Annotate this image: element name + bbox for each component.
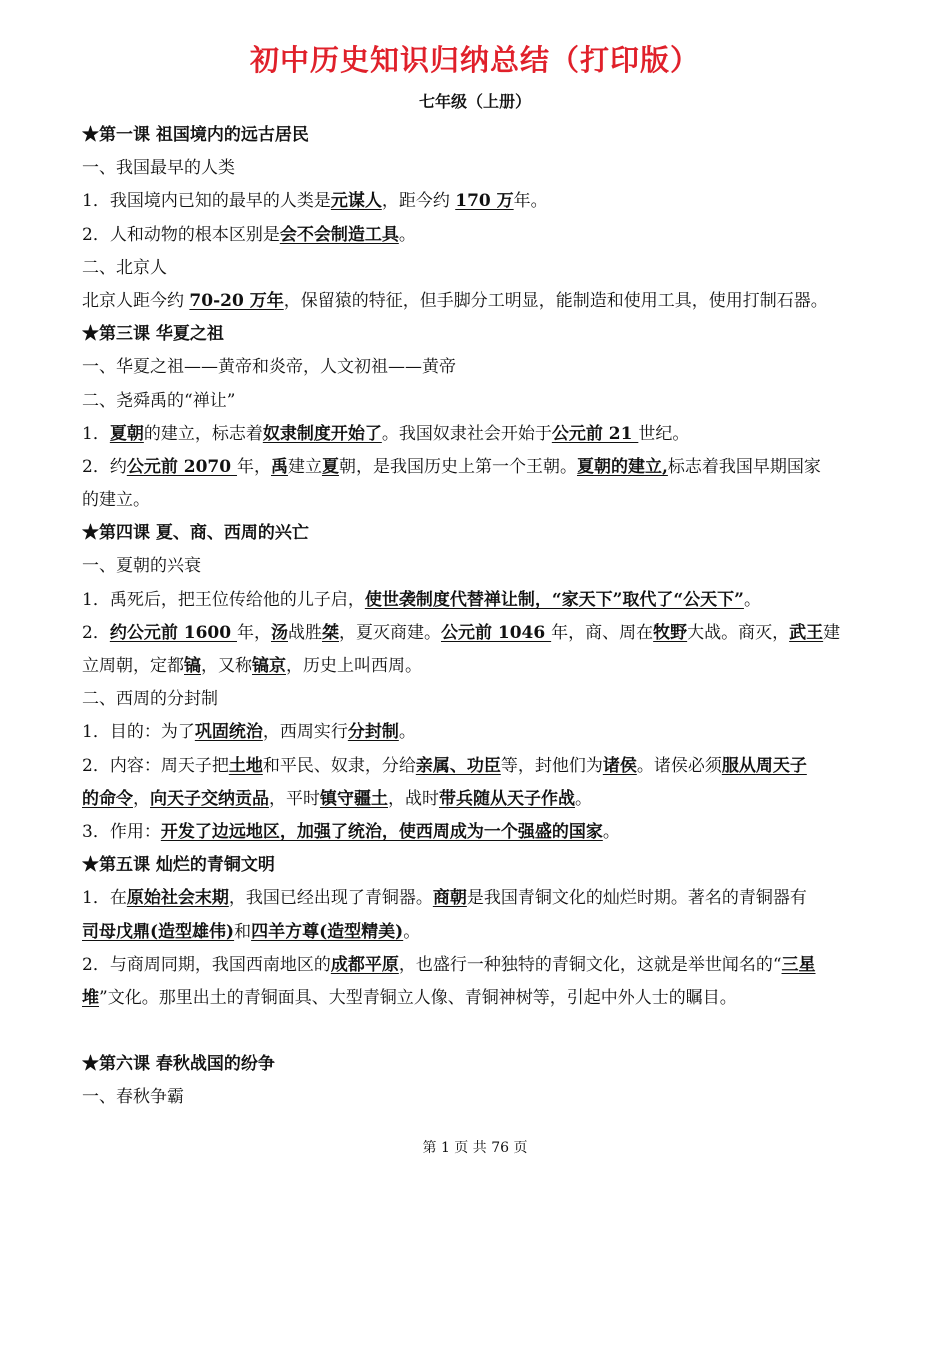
text-segment: 。我国奴隶社会开始于 bbox=[381, 423, 552, 444]
text-segment: 一、夏朝的兴衰 bbox=[82, 556, 201, 577]
key-term: 商朝 bbox=[432, 888, 467, 909]
text-segment: 。 bbox=[602, 821, 620, 842]
text-segment: 立周朝，定都 bbox=[82, 656, 184, 676]
key-term: 约公元前 1600 bbox=[109, 622, 237, 643]
lesson-heading: ★第三课 华夏之祖 bbox=[82, 324, 224, 345]
text-segment: 2．人和动物的根本区别是 bbox=[82, 224, 280, 245]
text-segment: 。 bbox=[398, 722, 416, 743]
key-term: 禹 bbox=[270, 456, 288, 477]
text-segment: 的建立，标志着 bbox=[143, 423, 263, 444]
text-line bbox=[82, 285, 828, 318]
key-term: 镐 bbox=[184, 656, 201, 676]
text-segment: 年，商、周在 bbox=[551, 622, 654, 643]
text-line bbox=[82, 683, 822, 716]
text-segment: ，又称 bbox=[201, 656, 252, 676]
text-segment: 二、西周的分封制 bbox=[82, 689, 218, 710]
text-segment: ，战时 bbox=[388, 788, 439, 809]
text-line bbox=[82, 385, 822, 418]
lesson-heading: ★第四课 夏、商、西周的兴亡 bbox=[82, 523, 309, 544]
text-line bbox=[82, 949, 822, 982]
key-term: 公元前 1046 bbox=[440, 622, 552, 643]
document-title: 初中历史知识归纳总结（打印版） bbox=[249, 43, 700, 77]
key-term: 司母戊鼎(造型雄伟) bbox=[82, 921, 235, 942]
key-term: 服从周天子 bbox=[721, 755, 807, 776]
key-term: 夏 bbox=[321, 456, 339, 477]
text-line bbox=[82, 982, 822, 1015]
text-line bbox=[82, 584, 822, 617]
text-line bbox=[82, 849, 822, 882]
text-segment: 。 bbox=[575, 788, 592, 809]
key-term: 分封制 bbox=[347, 722, 399, 743]
text-segment: 建立 bbox=[287, 456, 322, 477]
text-segment: 标志着我国早期国家 bbox=[667, 456, 821, 477]
text-segment: 朝，是我国历史上第一个王朝。 bbox=[338, 456, 577, 477]
text-segment: 2．与商周同期，我国西南地区的 bbox=[82, 954, 331, 975]
text-segment: 1．禹死后，把王位传给他的儿子启， bbox=[82, 589, 365, 610]
text-segment: 战胜 bbox=[287, 622, 322, 643]
text-segment: ，距今约 bbox=[381, 191, 456, 212]
text-segment: 是我国青铜文化的灿烂时期。著名的青铜器有 bbox=[466, 888, 807, 909]
text-segment: 一、华夏之祖——黄帝和炎帝，人文初祖——黄帝 bbox=[82, 357, 456, 378]
text-segment: 年， bbox=[236, 456, 271, 477]
text-segment: 。 bbox=[403, 921, 421, 942]
key-term: 牧野 bbox=[653, 622, 688, 643]
key-term: 巩固统治 bbox=[194, 722, 263, 743]
key-term: 会不会制造工具 bbox=[279, 224, 399, 245]
text-segment: 一、春秋争霸 bbox=[82, 1087, 184, 1108]
text-segment: 和 bbox=[234, 921, 252, 942]
text-line bbox=[82, 816, 822, 849]
text-segment: 1．目的：为了 bbox=[82, 722, 195, 743]
text-line bbox=[82, 783, 822, 816]
key-term: 诸侯 bbox=[602, 755, 637, 776]
text-segment: 北京人距今约 bbox=[82, 290, 190, 311]
key-term: 镇守疆土 bbox=[320, 788, 388, 809]
key-term: 汤 bbox=[270, 622, 288, 643]
key-term: 向天子交纳贡品 bbox=[150, 788, 269, 809]
document-subtitle: 七年级（上册） bbox=[418, 92, 531, 111]
text-line bbox=[82, 650, 822, 683]
blank-line bbox=[82, 1015, 822, 1048]
text-line bbox=[82, 351, 822, 384]
text-line bbox=[82, 185, 822, 218]
text-segment: 建 bbox=[823, 622, 841, 643]
key-term: 夏朝 bbox=[109, 423, 144, 444]
text-segment: 大战。商灭， bbox=[687, 622, 790, 643]
text-segment: 世纪。 bbox=[638, 423, 690, 444]
text-segment: 1．我国境内已知的最早的人类是 bbox=[82, 191, 331, 212]
key-term: 三星 bbox=[781, 954, 816, 975]
text-segment: ，也盛行一种独特的青铜文化，这就是举世闻名的“ bbox=[398, 954, 782, 975]
text-segment: ，夏灭商建。 bbox=[338, 622, 441, 643]
text-segment: 二、尧舜禹的“禅让” bbox=[82, 390, 236, 411]
key-term: 土地 bbox=[228, 755, 263, 776]
text-line bbox=[82, 119, 822, 152]
key-term: 带兵随从天子作战 bbox=[439, 788, 575, 809]
text-segment: 的建立。 bbox=[82, 490, 150, 511]
key-term: 的命令 bbox=[82, 788, 133, 809]
text-segment: ”文化。那里出土的青铜面具、大型青铜立人像、青铜神树等，引起中外人士的瞩目。 bbox=[99, 987, 737, 1008]
text-segment: ，历史上叫西周。 bbox=[286, 656, 422, 676]
text-segment: 2．内容：周天子把 bbox=[82, 755, 229, 776]
text-line bbox=[82, 318, 822, 351]
text-line bbox=[82, 517, 822, 550]
text-segment: 1．在 bbox=[82, 888, 127, 909]
text-segment: 2．约 bbox=[82, 456, 127, 477]
text-line bbox=[82, 882, 822, 915]
key-term: 桀 bbox=[321, 622, 339, 643]
key-term: 70-20 万年 bbox=[189, 290, 284, 311]
key-term: 夏朝的建立, bbox=[576, 456, 668, 477]
key-term: 原始社会末期 bbox=[126, 888, 229, 909]
text-line bbox=[82, 219, 822, 252]
text-line bbox=[82, 716, 822, 749]
key-term: 镐京 bbox=[252, 656, 286, 676]
text-segment: 。诸侯必须 bbox=[636, 755, 722, 776]
text-line bbox=[82, 916, 822, 949]
text-segment: 3．作用： bbox=[82, 821, 161, 842]
text-line bbox=[82, 1048, 822, 1081]
text-line bbox=[82, 750, 822, 783]
text-line bbox=[82, 252, 822, 285]
key-term: 奴隶制度开始了 bbox=[262, 423, 382, 444]
text-line bbox=[82, 152, 822, 185]
key-term: 开发了边远地区，加强了统治，使西周成为一个强盛的国家 bbox=[160, 821, 603, 842]
key-term: 170 万 bbox=[455, 191, 514, 212]
text-segment: 等，封他们为 bbox=[500, 755, 603, 776]
text-segment: ，平时 bbox=[269, 788, 320, 809]
lesson-heading: ★第五课 灿烂的青铜文明 bbox=[82, 855, 275, 876]
text-segment: 一、我国最早的人类 bbox=[82, 158, 235, 179]
text-segment: ，我国已经出现了青铜器。 bbox=[228, 888, 433, 909]
lesson-heading: ★第一课 祖国境内的远古居民 bbox=[82, 125, 309, 145]
text-segment: 。 bbox=[743, 589, 761, 610]
text-line bbox=[82, 484, 822, 517]
key-term: 亲属、功臣 bbox=[415, 755, 501, 776]
page-footer: 第 1 页 共 76 页 bbox=[422, 1140, 528, 1156]
key-term: 公元前 21 bbox=[551, 423, 639, 444]
text-segment: ，保留猿的特征，但手脚分工明显，能制造和使用工具，使用打制石器。 bbox=[283, 290, 828, 311]
lesson-heading: ★第六课 春秋战国的纷争 bbox=[82, 1054, 275, 1075]
text-line bbox=[82, 550, 822, 583]
key-term: 使世袭制度代替禅让制，“家天下”取代了“公天下” bbox=[364, 589, 744, 610]
key-term: 堆 bbox=[82, 987, 99, 1008]
text-segment: ，西周实行 bbox=[262, 722, 348, 743]
text-segment: 。 bbox=[398, 224, 416, 245]
key-term: 公元前 2070 bbox=[126, 456, 237, 477]
text-segment: 二、北京人 bbox=[82, 257, 167, 278]
text-segment: ， bbox=[133, 788, 150, 809]
text-line bbox=[82, 617, 841, 650]
text-segment: 2． bbox=[82, 622, 110, 643]
key-term: 元谋人 bbox=[330, 191, 382, 212]
text-segment: 1． bbox=[82, 423, 110, 444]
text-line bbox=[82, 418, 822, 451]
key-term: 四羊方尊(造型精美) bbox=[251, 921, 404, 942]
text-segment: 年， bbox=[236, 622, 271, 643]
document-body bbox=[82, 119, 841, 1114]
text-segment: 和平民、奴隶，分给 bbox=[262, 755, 416, 776]
key-term: 成都平原 bbox=[330, 954, 399, 975]
key-term: 武王 bbox=[789, 622, 824, 643]
text-segment: 年。 bbox=[513, 191, 548, 212]
text-line bbox=[82, 451, 822, 484]
text-line bbox=[82, 1081, 822, 1114]
